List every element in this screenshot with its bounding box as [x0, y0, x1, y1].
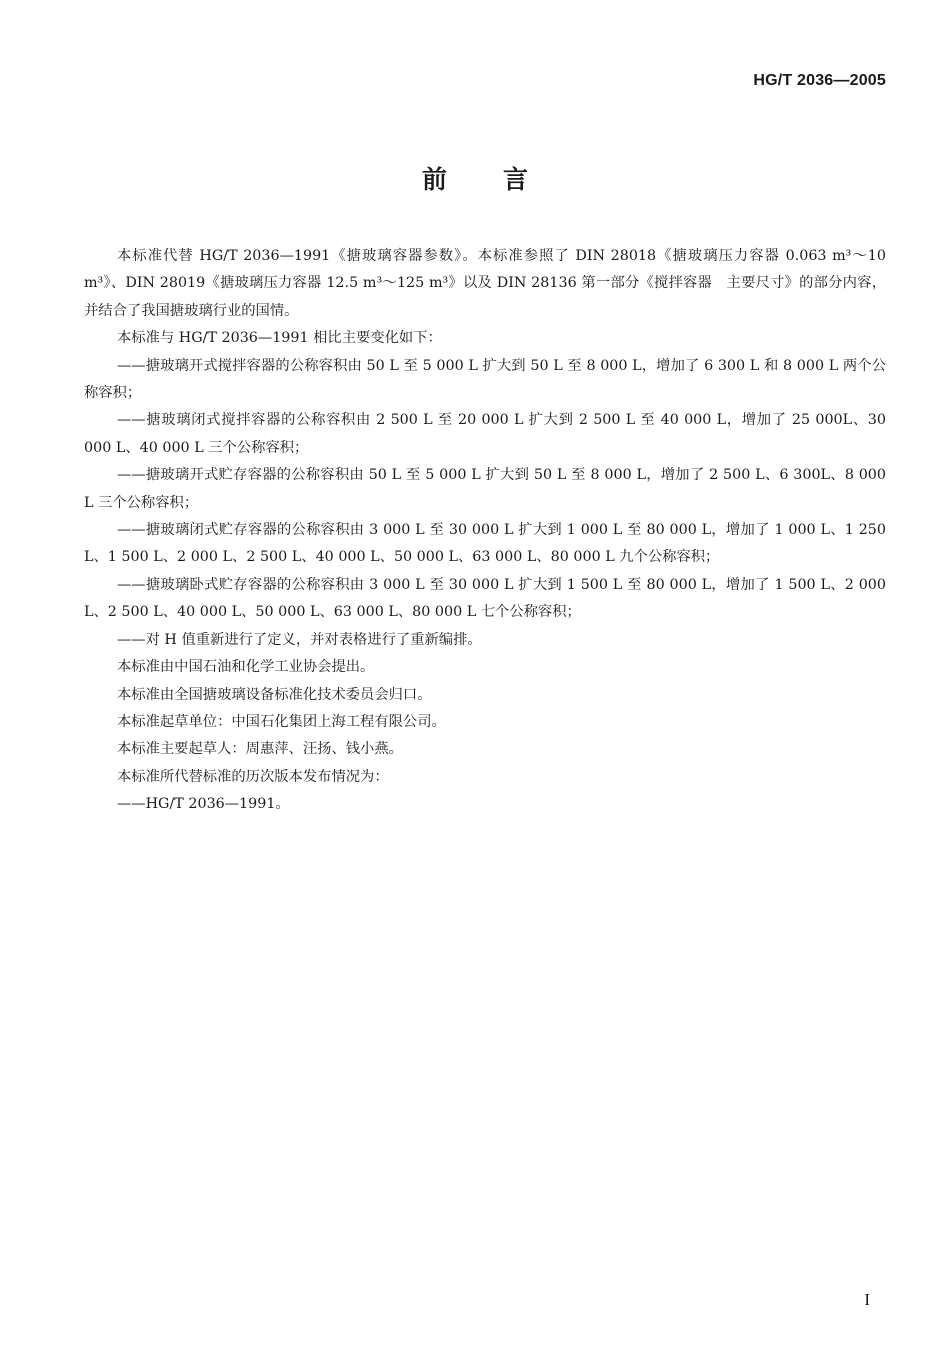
paragraph-drafting-unit: 本标准起草单位：中国石化集团上海工程有限公司。 — [117, 713, 446, 730]
document-body — [84, 243, 886, 819]
paragraph-changes-intro: 本标准与 HG/T 2036—1991 相比主要变化如下： — [117, 330, 442, 347]
list-item-closed-stirring: ——搪玻璃闭式搅拌容器的公称容积由 2 500 L 至 20 000 L 扩大到 2 500 L 至 40 000 L，增加了 25 000L、30 000 L、40 000 L 三个公称容积； — [84, 412, 886, 456]
list-item-previous-version: ——HG/T 2036—1991。 — [117, 796, 290, 813]
paragraph-drafters: 本标准主要起草人：周惠萍、汪扬、钱小燕。 — [117, 741, 403, 758]
list-item-open-storage: ——搪玻璃开式贮存容器的公称容积由 50 L 至 5 000 L 扩大到 50 L 至 8 000 L，增加了 2 500 L、6 300L、8 000 L 三个公称容积； — [84, 467, 886, 511]
list-item-open-stirring: ——搪玻璃开式搅拌容器的公称容积由 50 L 至 5 000 L 扩大到 50 L 至 8 000 L，增加了 6 300 L 和 8 000 L 两个公称容积； — [84, 357, 886, 402]
paragraph-replacement: 本标准代替 HG/T 2036—1991《搪玻璃容器参数》。本标准参照了 DIN 28018《搪玻璃压力容器 0.063 m³～10 m³》、DIN 28019《搪玻璃压力容器 12.5 m³～125 m³》以及 DIN 28136 第一部分《搅拌容器 主要尺寸》的部分内容，并结合了我国搪玻璃行业的国情。 — [84, 248, 886, 319]
list-item-horizontal-storage: ——搪玻璃卧式贮存容器的公称容积由 3 000 L 至 30 000 L 扩大到 1 500 L 至 80 000 L，增加了 1 500 L、2 000 L、2 500 L、40 000 L、50 000 L、63 000 L、80 000 L 七个公称容积； — [84, 576, 886, 621]
standard-code: HG/T 2036—2005 — [753, 72, 886, 89]
list-item-closed-storage: ——搪玻璃闭式贮存容器的公称容积由 3 000 L 至 30 000 L 扩大到 1 000 L 至 80 000 L，增加了 1 000 L、1 250 L、1 500 L、2 000 L、2 500 L、40 000 L、50 000 L、63 000 L、80 000 L 九个公称容积； — [84, 522, 886, 566]
paragraph-history-intro: 本标准所代替标准的历次版本发布情况为： — [117, 768, 389, 785]
page-title: 前言 — [421, 165, 584, 194]
page-number: I — [864, 1290, 870, 1309]
list-item-h-value: ——对 H 值重新进行了定义，并对表格进行了重新编排。 — [117, 631, 482, 648]
paragraph-committee: 本标准由全国搪玻璃设备标准化技术委员会归口。 — [117, 686, 432, 703]
paragraph-proposer: 本标准由中国石油和化学工业协会提出。 — [117, 659, 375, 676]
